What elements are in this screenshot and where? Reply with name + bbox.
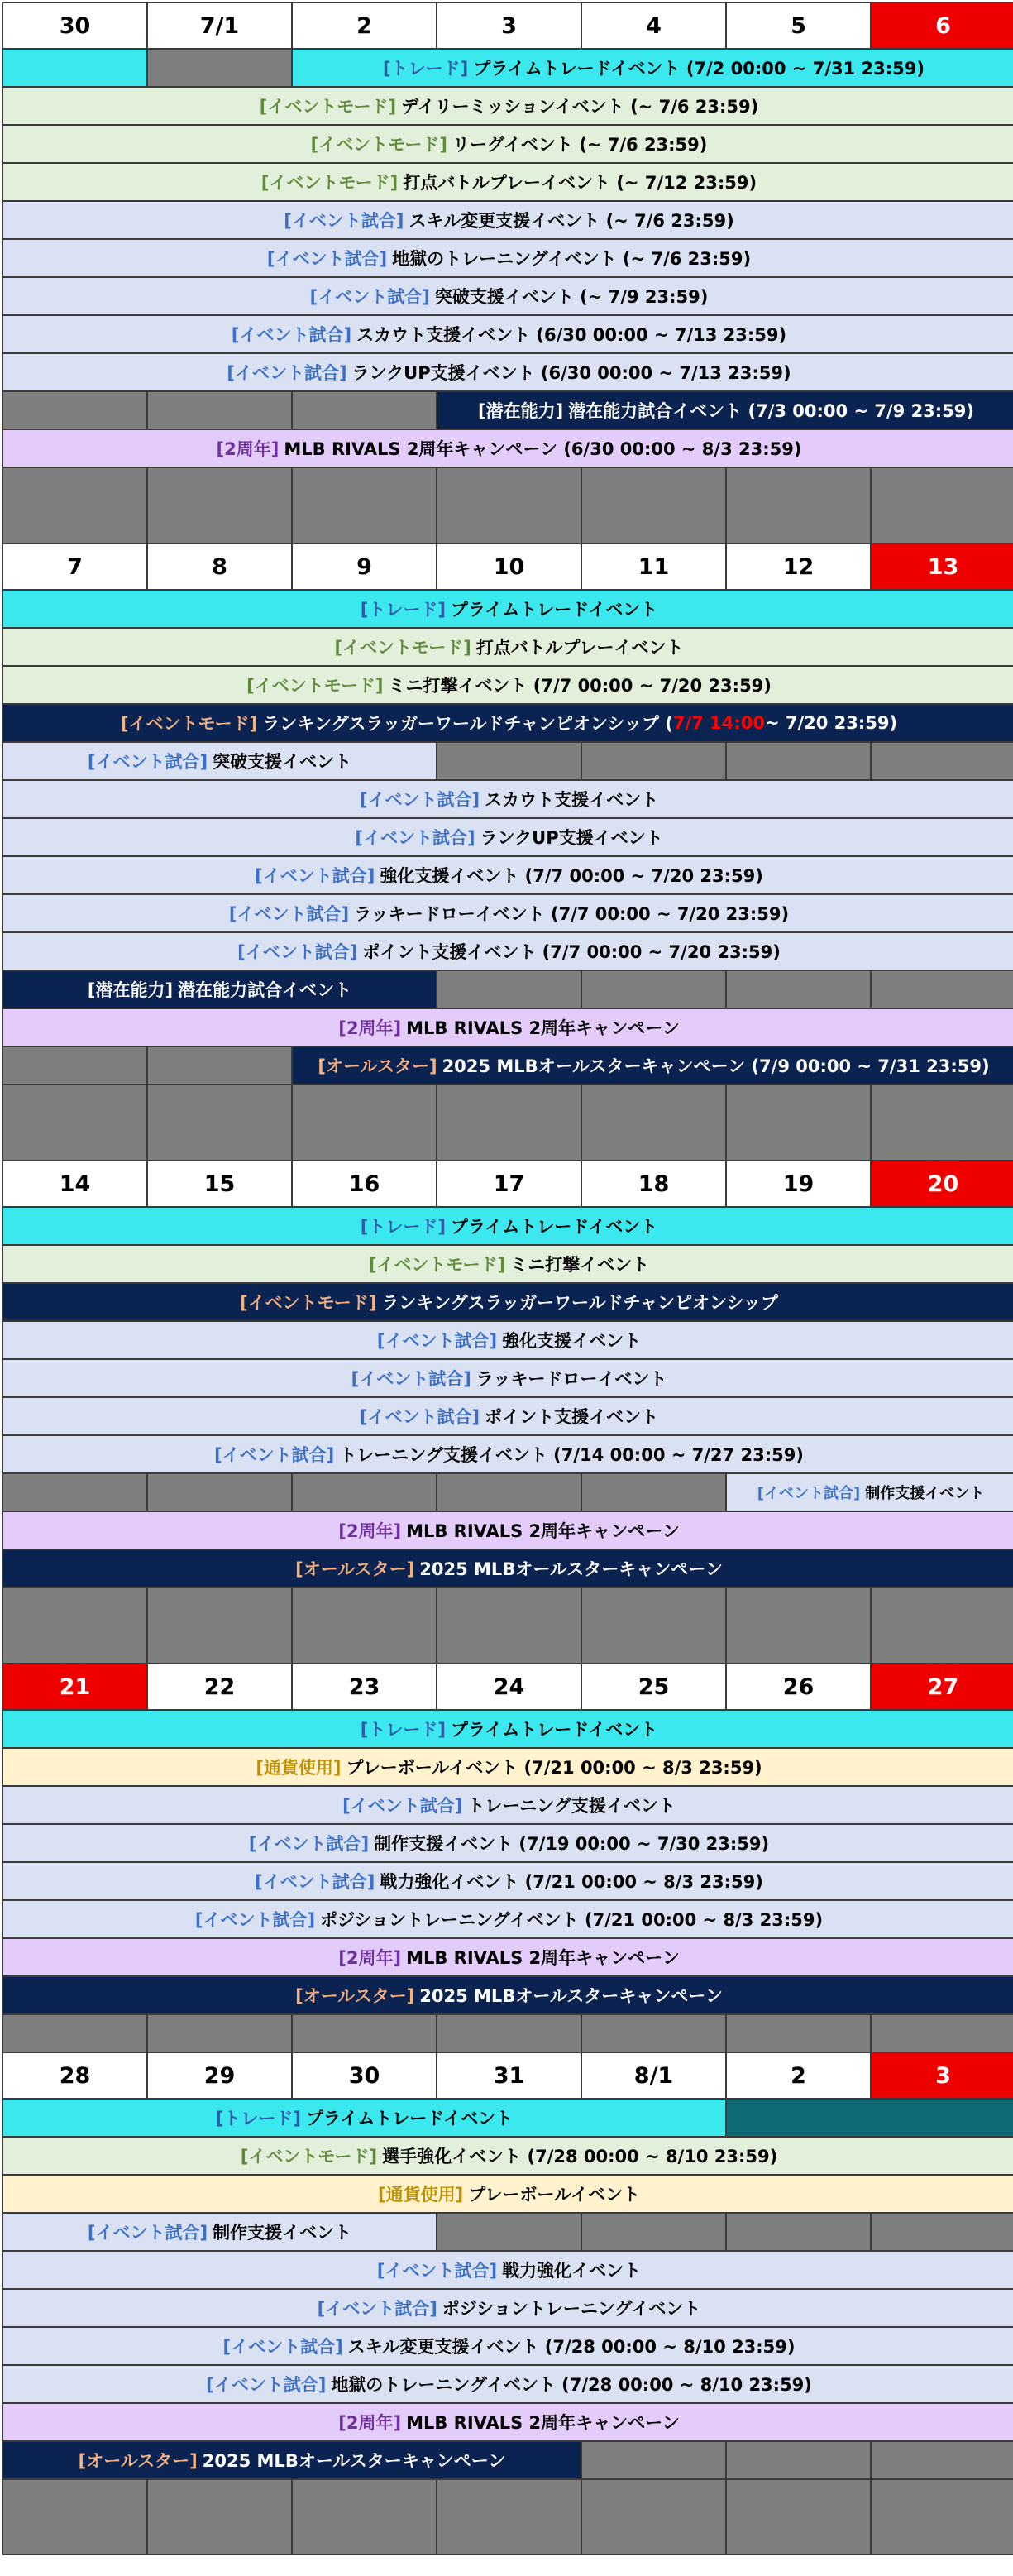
empty-gray-cell bbox=[871, 742, 1013, 780]
event-bar bbox=[2, 1283, 1013, 1321]
event-category-tag: [イベントモード] bbox=[240, 2147, 378, 2167]
empty-gray-cell bbox=[147, 1085, 292, 1161]
empty-gray-cell bbox=[2, 467, 147, 543]
event-category-tag: [イベント試合] bbox=[248, 1834, 370, 1854]
event-bar bbox=[2, 49, 147, 87]
empty-gray-cell bbox=[292, 1587, 437, 1664]
event-category-tag: [イベントモード] bbox=[310, 135, 447, 155]
event-category-tag: [イベント試合] bbox=[87, 2223, 208, 2243]
event-title: ポイント支援イベント bbox=[485, 1407, 659, 1427]
date-cell: 8 bbox=[147, 543, 292, 590]
date-cell: 22 bbox=[147, 1664, 292, 1710]
event-category-tag: [2周年] bbox=[338, 1521, 402, 1541]
event-category-tag: [イベント試合] bbox=[757, 1485, 861, 1502]
event-title: 制作支援イベント (7/19 00:00 ~ 7/30 23:59) bbox=[374, 1834, 770, 1854]
event-bar bbox=[2, 277, 1013, 315]
event-category-tag: [イベント試合] bbox=[231, 325, 352, 345]
date-cell: 21 bbox=[2, 1664, 147, 1710]
date-cell: 3 bbox=[871, 2052, 1013, 2099]
date-cell: 6 bbox=[871, 2, 1013, 49]
event-title: 強化支援イベント (7/7 00:00 ~ 7/20 23:59) bbox=[380, 866, 763, 886]
event-category-tag: [イベントモード] bbox=[120, 714, 258, 734]
empty-gray-cell bbox=[581, 1587, 726, 1664]
event-category-tag: [イベント試合] bbox=[351, 1369, 471, 1389]
event-bar bbox=[2, 666, 1013, 704]
empty-gray-cell bbox=[437, 467, 581, 543]
empty-gray-cell bbox=[147, 2014, 292, 2052]
event-title: スキル変更支援イベント (~ 7/6 23:59) bbox=[409, 211, 734, 231]
empty-gray-cell bbox=[147, 1587, 292, 1664]
empty-gray-cell bbox=[292, 1085, 437, 1161]
empty-gray-cell bbox=[437, 1473, 581, 1511]
event-category-tag: [通貨使用] bbox=[256, 1758, 342, 1778]
event-bar bbox=[2, 125, 1013, 163]
empty-gray-cell bbox=[871, 467, 1013, 543]
date-cell: 18 bbox=[581, 1161, 726, 1207]
event-bar bbox=[292, 1046, 1013, 1085]
date-cell: 26 bbox=[726, 1664, 871, 1710]
event-category-tag: [イベント試合] bbox=[255, 1872, 375, 1892]
event-title: 2025 MLBオールスターキャンペーン bbox=[419, 1559, 723, 1579]
date-cell: 29 bbox=[147, 2052, 292, 2099]
event-title: 打点バトルプレーイベント (~ 7/12 23:59) bbox=[403, 173, 757, 193]
event-bar bbox=[2, 590, 1013, 628]
event-bar bbox=[2, 201, 1013, 239]
empty-gray-cell bbox=[871, 1587, 1013, 1664]
event-bar bbox=[2, 2403, 1013, 2441]
empty-gray-cell bbox=[581, 2014, 726, 2052]
date-cell: 16 bbox=[292, 1161, 437, 1207]
event-title: ランキングスラッガーワールドチャンピオンシップ ( bbox=[262, 714, 673, 734]
event-category-tag: [オールスター] bbox=[318, 1056, 437, 1076]
event-bar bbox=[726, 2099, 1013, 2137]
date-cell: 9 bbox=[292, 543, 437, 590]
event-title: 打点バトルプレーイベント bbox=[475, 638, 684, 658]
date-cell: 12 bbox=[726, 543, 871, 590]
date-cell: 23 bbox=[292, 1664, 437, 1710]
event-bar bbox=[726, 1473, 1013, 1511]
event-category-tag: [2周年] bbox=[216, 439, 280, 459]
event-title: 2025 MLBオールスターキャンペーン (7/9 00:00 ~ 7/31 23:59) bbox=[442, 1056, 990, 1076]
event-bar bbox=[2, 1976, 1013, 2014]
empty-gray-cell bbox=[2, 1085, 147, 1161]
event-category-tag: [イベント試合] bbox=[342, 1796, 463, 1816]
event-title: ランクUP支援イベント bbox=[480, 828, 663, 848]
empty-gray-cell bbox=[581, 2213, 726, 2251]
empty-gray-cell bbox=[581, 1473, 726, 1511]
event-title: プライムトレードイベント bbox=[305, 2109, 514, 2128]
event-bar bbox=[2, 970, 437, 1008]
empty-gray-cell bbox=[292, 1473, 437, 1511]
event-bar bbox=[2, 1900, 1013, 1938]
event-title: MLB RIVALS 2周年キャンペーン bbox=[406, 1521, 680, 1541]
date-cell: 7 bbox=[2, 543, 147, 590]
event-title: プライムトレードイベント (7/2 00:00 ~ 7/31 23:59) bbox=[473, 59, 925, 79]
event-bar bbox=[2, 1862, 1013, 1900]
event-bar bbox=[2, 1359, 1013, 1397]
empty-gray-cell bbox=[2, 1046, 147, 1085]
date-cell: 7/1 bbox=[147, 2, 292, 49]
event-category-tag: [イベント試合] bbox=[237, 942, 358, 962]
date-cell: 24 bbox=[437, 1664, 581, 1710]
empty-gray-cell bbox=[147, 49, 292, 87]
date-cell: 19 bbox=[726, 1161, 871, 1207]
event-category-tag: [イベント試合] bbox=[284, 211, 404, 231]
empty-gray-cell bbox=[437, 2479, 581, 2555]
event-title: 強化支援イベント bbox=[502, 1331, 642, 1351]
event-title: 2025 MLBオールスターキャンペーン bbox=[419, 1986, 723, 2006]
empty-gray-cell bbox=[2, 2479, 147, 2555]
empty-gray-cell bbox=[437, 742, 581, 780]
empty-gray-cell bbox=[437, 970, 581, 1008]
event-category-tag: [2周年] bbox=[338, 1948, 402, 1968]
event-category-tag: [イベント試合] bbox=[228, 904, 350, 924]
event-bar bbox=[2, 1710, 1013, 1748]
empty-gray-cell bbox=[581, 2479, 726, 2555]
empty-gray-cell bbox=[147, 467, 292, 543]
empty-gray-cell bbox=[871, 1085, 1013, 1161]
event-title: プライムトレードイベント bbox=[450, 1720, 658, 1740]
event-title: 潜在能力試合イベント bbox=[178, 980, 352, 1000]
event-title: 地獄のトレーニングイベント (~ 7/6 23:59) bbox=[392, 249, 752, 269]
date-cell: 5 bbox=[726, 2, 871, 49]
event-bar bbox=[2, 1207, 1013, 1245]
date-cell: 11 bbox=[581, 543, 726, 590]
event-bar bbox=[2, 353, 1013, 391]
empty-gray-cell bbox=[871, 970, 1013, 1008]
date-cell: 10 bbox=[437, 543, 581, 590]
event-category-tag: [イベント試合] bbox=[359, 1407, 480, 1427]
event-bar bbox=[2, 1824, 1013, 1862]
event-bar bbox=[2, 2327, 1013, 2365]
event-title: 地獄のトレーニングイベント (7/28 00:00 ~ 8/10 23:59) bbox=[331, 2375, 812, 2395]
event-title: 制作支援イベント bbox=[213, 2223, 352, 2243]
empty-gray-cell bbox=[871, 2213, 1013, 2251]
date-cell: 3 bbox=[437, 2, 581, 49]
event-bar bbox=[2, 1397, 1013, 1435]
event-bar bbox=[2, 2251, 1013, 2289]
event-title: 戦力強化イベント bbox=[502, 2261, 642, 2281]
event-title: 潜在能力試合イベント (7/3 00:00 ~ 7/9 23:59) bbox=[568, 401, 975, 421]
event-title: 突破支援イベント (~ 7/9 23:59) bbox=[434, 287, 709, 307]
date-cell: 27 bbox=[871, 1664, 1013, 1710]
event-title: スカウト支援イベント bbox=[485, 790, 659, 810]
event-title: トレーニング支援イベント bbox=[467, 1796, 676, 1816]
event-bar bbox=[2, 1435, 1013, 1473]
empty-gray-cell bbox=[292, 2479, 437, 2555]
event-category-tag: [トレード] bbox=[360, 1720, 446, 1740]
event-bar bbox=[2, 1245, 1013, 1283]
date-cell: 2 bbox=[726, 2052, 871, 2099]
empty-gray-cell bbox=[437, 1085, 581, 1161]
event-category-tag: [イベントモード] bbox=[334, 638, 471, 658]
empty-gray-cell bbox=[292, 2014, 437, 2052]
date-cell: 31 bbox=[437, 2052, 581, 2099]
event-bar bbox=[2, 2213, 437, 2251]
empty-gray-cell bbox=[581, 467, 726, 543]
event-bar bbox=[2, 2289, 1013, 2327]
event-title: プライムトレードイベント bbox=[450, 1217, 658, 1237]
event-category-tag: [イベント試合] bbox=[359, 790, 480, 810]
event-category-tag: [オールスター] bbox=[295, 1986, 415, 2006]
event-bar bbox=[2, 2099, 726, 2137]
event-category-tag: [トレード] bbox=[360, 600, 446, 620]
empty-gray-cell bbox=[726, 467, 871, 543]
event-bar bbox=[2, 2175, 1013, 2213]
event-bar bbox=[2, 628, 1013, 666]
event-bar bbox=[2, 704, 1013, 742]
empty-gray-cell bbox=[726, 1085, 871, 1161]
event-title: ポイント支援イベント (7/7 00:00 ~ 7/20 23:59) bbox=[362, 942, 781, 962]
event-title: 突破支援イベント bbox=[213, 752, 352, 772]
empty-gray-cell bbox=[147, 1046, 292, 1085]
event-bar bbox=[2, 1748, 1013, 1786]
event-title: プレーボールイベント (7/21 00:00 ~ 8/3 23:59) bbox=[346, 1758, 762, 1778]
event-category-tag: [トレード] bbox=[215, 2109, 301, 2128]
empty-gray-cell bbox=[871, 2014, 1013, 2052]
event-category-tag: [潜在能力] bbox=[87, 980, 174, 1000]
event-title: 戦力強化イベント (7/21 00:00 ~ 8/3 23:59) bbox=[380, 1872, 763, 1892]
empty-gray-cell bbox=[871, 2441, 1013, 2479]
event-title: プライムトレードイベント bbox=[450, 600, 658, 620]
event-category-tag: [イベント試合] bbox=[376, 1331, 498, 1351]
empty-gray-cell bbox=[437, 1587, 581, 1664]
event-bar bbox=[292, 49, 1013, 87]
event-bar bbox=[2, 2441, 581, 2479]
empty-gray-cell bbox=[2, 1473, 147, 1511]
event-title: プレーボールイベント bbox=[468, 2185, 640, 2205]
empty-gray-cell bbox=[437, 2014, 581, 2052]
event-title: トレーニング支援イベント (7/14 00:00 ~ 7/27 23:59) bbox=[339, 1445, 804, 1465]
date-cell: 14 bbox=[2, 1161, 147, 1207]
event-bar bbox=[2, 742, 437, 780]
date-cell: 30 bbox=[2, 2, 147, 49]
event-title: ランクUP支援イベント (6/30 00:00 ~ 7/13 23:59) bbox=[351, 363, 791, 383]
event-bar bbox=[2, 1786, 1013, 1824]
event-title: リーグイベント (~ 7/6 23:59) bbox=[452, 135, 708, 155]
empty-gray-cell bbox=[292, 391, 437, 429]
empty-gray-cell bbox=[726, 2213, 871, 2251]
event-title: スカウト支援イベント (6/30 00:00 ~ 7/13 23:59) bbox=[356, 325, 787, 345]
event-category-tag: [イベント試合] bbox=[206, 2375, 327, 2395]
empty-gray-cell bbox=[581, 1085, 726, 1161]
empty-gray-cell bbox=[147, 391, 292, 429]
event-bar bbox=[2, 1549, 1013, 1587]
event-category-tag: [イベント試合] bbox=[194, 1910, 316, 1930]
empty-gray-cell bbox=[2, 1587, 147, 1664]
event-title: ラッキードローイベント (7/7 00:00 ~ 7/20 23:59) bbox=[354, 904, 790, 924]
event-category-tag: [イベント試合] bbox=[266, 249, 388, 269]
event-title: ランキングスラッガーワールドチャンピオンシップ bbox=[381, 1293, 779, 1313]
event-bar bbox=[2, 856, 1013, 894]
empty-gray-cell bbox=[581, 2441, 726, 2479]
event-bar bbox=[2, 163, 1013, 201]
event-bar bbox=[2, 1938, 1013, 1976]
event-bar bbox=[437, 391, 1013, 429]
event-category-tag: [トレード] bbox=[360, 1217, 446, 1237]
event-category-tag: [イベント試合] bbox=[227, 363, 347, 383]
event-start-highlight: 7/7 14:00 bbox=[672, 713, 765, 733]
date-cell: 20 bbox=[871, 1161, 1013, 1207]
event-title: 選手強化イベント (7/28 00:00 ~ 8/10 23:59) bbox=[382, 2147, 778, 2167]
event-category-tag: [イベント試合] bbox=[317, 2299, 437, 2319]
event-category-tag: [イベントモード] bbox=[260, 173, 399, 193]
empty-gray-cell bbox=[726, 742, 871, 780]
event-bar bbox=[2, 818, 1013, 856]
date-cell: 8/1 bbox=[581, 2052, 726, 2099]
event-bar bbox=[2, 1321, 1013, 1359]
event-category-tag: [イベント試合] bbox=[214, 1445, 335, 1465]
date-cell: 30 bbox=[292, 2052, 437, 2099]
date-cell: 25 bbox=[581, 1664, 726, 1710]
empty-gray-cell bbox=[581, 742, 726, 780]
event-category-tag: [イベント試合] bbox=[222, 2337, 343, 2357]
event-bar bbox=[2, 2365, 1013, 2403]
event-category-tag: [イベント試合] bbox=[87, 752, 208, 772]
event-bar bbox=[2, 1008, 1013, 1046]
event-bar bbox=[2, 894, 1013, 932]
event-category-tag: [イベント試合] bbox=[309, 287, 430, 307]
date-cell: 17 bbox=[437, 1161, 581, 1207]
event-category-tag: [イベントモード] bbox=[239, 1293, 377, 1313]
event-bar bbox=[2, 780, 1013, 818]
empty-gray-cell bbox=[147, 1473, 292, 1511]
empty-gray-cell bbox=[2, 2014, 147, 2052]
empty-gray-cell bbox=[437, 2213, 581, 2251]
event-category-tag: [通貨使用] bbox=[378, 2185, 464, 2205]
event-title: ミニ打撃イベント (7/7 00:00 ~ 7/20 23:59) bbox=[388, 676, 772, 696]
empty-gray-cell bbox=[147, 2479, 292, 2555]
date-cell: 4 bbox=[581, 2, 726, 49]
event-title: 制作支援イベント bbox=[865, 1485, 985, 1502]
event-title: ラッキードローイベント bbox=[475, 1369, 667, 1389]
empty-gray-cell bbox=[726, 970, 871, 1008]
empty-gray-cell bbox=[726, 2441, 871, 2479]
event-category-tag: [潜在能力] bbox=[477, 401, 564, 421]
event-title: ポジショントレーニングイベント (7/21 00:00 ~ 8/3 23:59) bbox=[320, 1910, 824, 1930]
event-bar bbox=[2, 932, 1013, 970]
date-cell: 28 bbox=[2, 2052, 147, 2099]
event-title: ポジショントレーニングイベント bbox=[442, 2299, 701, 2319]
event-bar bbox=[2, 239, 1013, 277]
date-cell: 15 bbox=[147, 1161, 292, 1207]
event-title: MLB RIVALS 2周年キャンペーン bbox=[406, 1948, 680, 1968]
date-cell: 13 bbox=[871, 543, 1013, 590]
event-category-tag: [2周年] bbox=[338, 1018, 402, 1038]
event-title: ミニ打撃イベント bbox=[510, 1255, 650, 1275]
empty-gray-cell bbox=[871, 2479, 1013, 2555]
event-title: MLB RIVALS 2周年キャンペーン (6/30 00:00 ~ 8/3 23:59) bbox=[284, 439, 802, 459]
empty-gray-cell bbox=[726, 1587, 871, 1664]
event-bar bbox=[2, 429, 1013, 467]
event-category-tag: [イベントモード] bbox=[259, 97, 397, 117]
event-category-tag: [イベントモード] bbox=[368, 1255, 506, 1275]
event-title: 2025 MLBオールスターキャンペーン bbox=[202, 2451, 506, 2471]
event-title: スキル変更支援イベント (7/28 00:00 ~ 8/10 23:59) bbox=[347, 2337, 796, 2357]
event-bar bbox=[2, 2137, 1013, 2175]
event-category-tag: [イベント試合] bbox=[355, 828, 475, 848]
event-category-tag: [イベントモード] bbox=[246, 676, 384, 696]
event-category-tag: [オールスター] bbox=[295, 1559, 415, 1579]
event-category-tag: [オールスター] bbox=[78, 2451, 198, 2471]
event-title: MLB RIVALS 2周年キャンペーン bbox=[406, 1018, 680, 1038]
event-category-tag: [トレード] bbox=[383, 59, 469, 79]
event-bar bbox=[2, 1511, 1013, 1549]
event-category-tag: [イベント試合] bbox=[376, 2261, 498, 2281]
empty-gray-cell bbox=[292, 467, 437, 543]
empty-gray-cell bbox=[581, 970, 726, 1008]
empty-gray-cell bbox=[2, 391, 147, 429]
empty-gray-cell bbox=[726, 2014, 871, 2052]
event-category-tag: [イベント試合] bbox=[255, 866, 375, 886]
event-title: デイリーミッションイベント (~ 7/6 23:59) bbox=[401, 97, 759, 117]
date-cell: 2 bbox=[292, 2, 437, 49]
event-bar bbox=[2, 315, 1013, 353]
event-period: ~ 7/20 23:59) bbox=[764, 713, 898, 733]
event-category-tag: [2周年] bbox=[338, 2413, 402, 2433]
event-bar bbox=[2, 87, 1013, 125]
empty-gray-cell bbox=[726, 2479, 871, 2555]
event-title: MLB RIVALS 2周年キャンペーン bbox=[406, 2413, 680, 2433]
